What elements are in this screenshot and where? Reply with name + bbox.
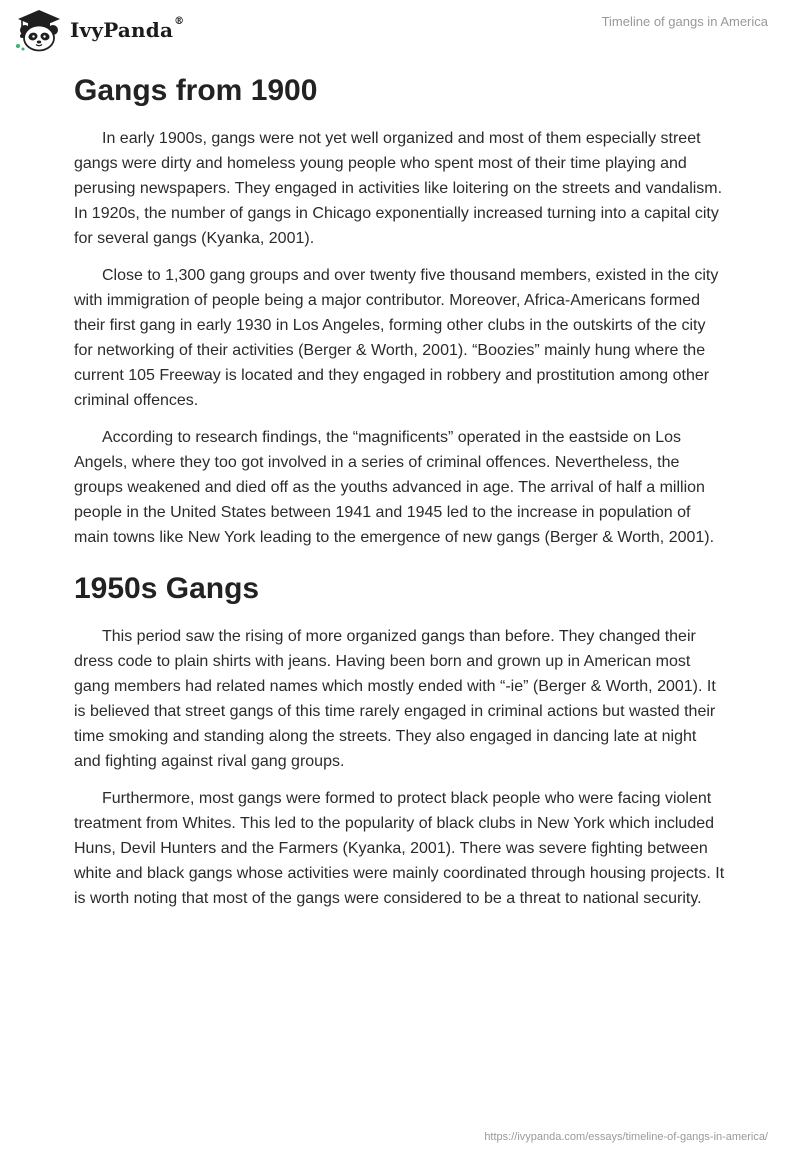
page-header: [0, 0, 800, 64]
brand-logo[interactable]: [14, 8, 184, 52]
panda-graduate-icon: [14, 8, 64, 52]
article-body: [74, 70, 726, 923]
brand-name: IvyPanda®: [70, 16, 185, 42]
document-title: Timeline of gangs in America: [601, 14, 768, 29]
paragraph: Close to 1,300 gang groups and over twenty five thousand members, existed in the city with immigration of people being a major contributor. Moreover, Africa-Americans formed their first gang in early 1930 in Los Angeles, forming other clubs in the outskirts of the city for networking of their activities (Berger & Worth, 2001). “Boozies” mainly hung where the current 105 Freeway is located and they engaged in robbery and prostitution among other criminal offences.: [74, 267, 719, 409]
paragraph: According to research findings, the “magnificents” operated in the eastside on Los Angels, where they too got involved in a series of criminal offences. Nevertheless, the groups weakened and died off as the youths advanced in age. The arrival of half a million people in the United States between 1941 and 1945 led to the increase in population of main towns like New York leading to the emergence of new gangs (Berger & Worth, 2001).: [74, 429, 715, 546]
section-1950s-gangs: [74, 568, 726, 911]
paragraph: Furthermore, most gangs were formed to protect black people who were facing violent treatment from Whites. This led to the popularity of black clubs in New York which included Huns, Devil Hunters and the Farmers (Kyanka, 2001). There was severe fighting between white and black gangs whose activities were mainly coordinated through housing projects. It is worth noting that most of the gangs were considered to be a threat to national security.: [74, 790, 725, 907]
section-gangs-from-1900: [74, 70, 726, 550]
paragraph: In early 1900s, gangs were not yet well organized and most of them especially street gangs were dirty and homeless young people who spent most of their time playing and perusing newspapers. They engaged in activities like loitering on the streets and vandalism. In 1920s, the number of gangs in Chicago exponentially increased turning into a capital city for several gangs (Kyanka, 2001).: [74, 130, 723, 247]
section-heading: Gangs from 1900: [74, 74, 318, 107]
section-heading: 1950s Gangs: [74, 572, 260, 605]
paragraph: This period saw the rising of more organized gangs than before. They changed their dress code to plain shirts with jeans. Having been born and grown up in American most gang members had related names which mostly ended with “-ie” (Berger & Worth, 2001). It is believed that street gangs of this time rarely engaged in criminal actions but wasted their time smoking and standing along the streets. They also engaged in dancing late at night and fighting against rival gang groups.: [74, 628, 716, 770]
source-url[interactable]: https://ivypanda.com/essays/timeline-of-gangs-in-america/: [484, 1131, 768, 1143]
